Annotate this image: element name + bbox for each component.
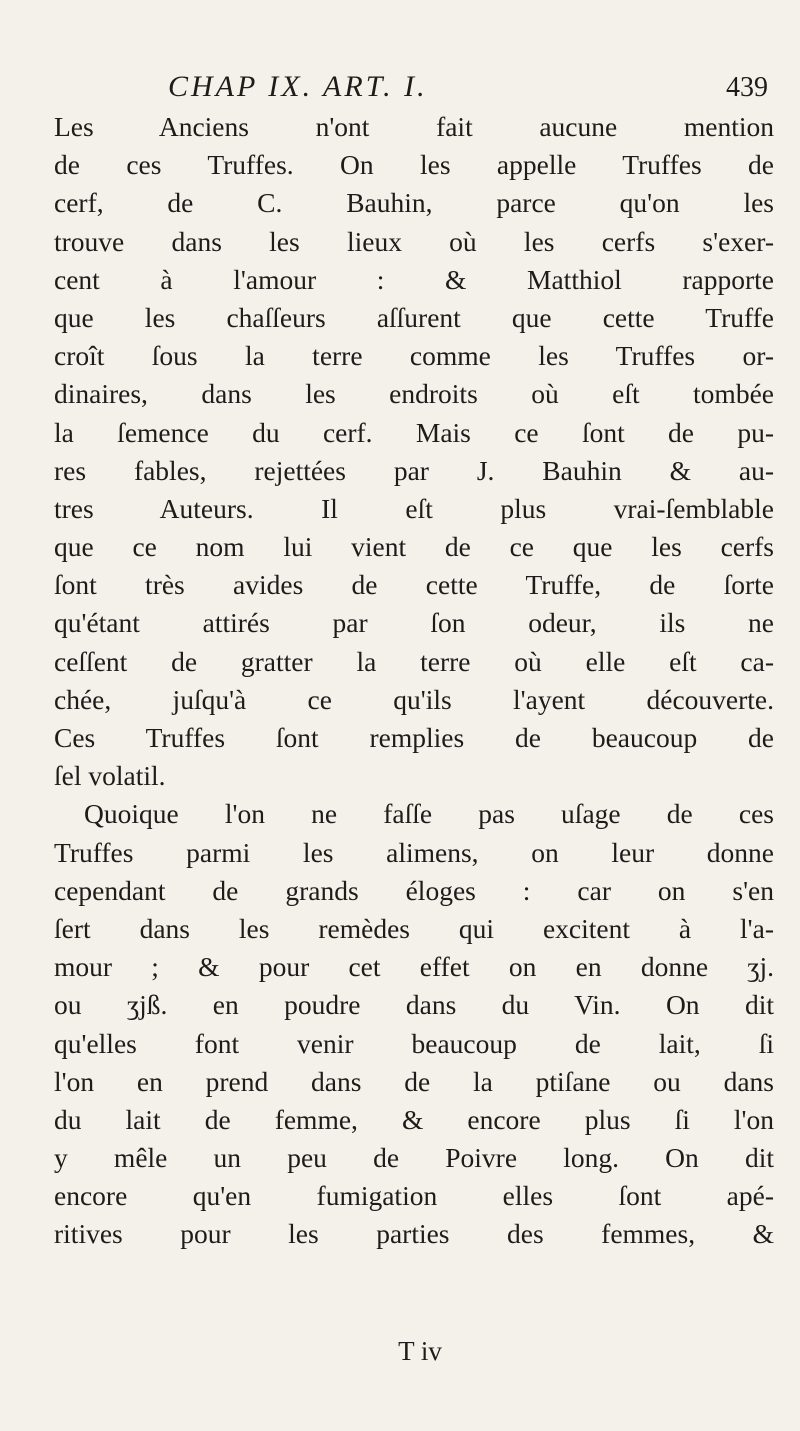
text-line: ritives pour les parties des femmes, & (54, 1218, 774, 1250)
text-line: la ſemence du cerf. Mais ce ſont de pu- (54, 416, 774, 448)
page-header (168, 70, 768, 110)
running-head: CHAP IX. ART. I. (168, 70, 428, 103)
text-line: que les chaſſeurs aſſurent que cette Truffe (54, 301, 774, 333)
text-line: l'on en prend dans de la ptiſane ou dans (54, 1065, 774, 1097)
text-line: de ces Truffes. On les appelle Truffes de (54, 149, 774, 181)
text-line: cent à l'amour : & Matthiol rapporte (54, 263, 774, 295)
text-line: ſert dans les remèdes qui excitent à l'a- (54, 912, 774, 944)
text-line: qu'étant attirés par ſon odeur, ils ne (54, 607, 774, 639)
text-line: Truffes parmi les alimens, on leur donne (54, 836, 774, 868)
text-line: du lait de femme, & encore plus ſi l'on (54, 1103, 774, 1135)
text-line: ceſſent de gratter la terre où elle eſt ca- (54, 645, 774, 677)
text-line: trouve dans les lieux où les cerfs s'exer- (54, 225, 774, 257)
body-text (54, 108, 774, 1254)
text-line: qu'elles font venir beaucoup de lait, ſi (54, 1027, 774, 1059)
signature-mark: T iv (398, 1336, 442, 1366)
text-line: que ce nom lui vient de ce que les cerfs (54, 531, 774, 563)
text-line: encore qu'en fumigation elles ſont apé- (54, 1180, 774, 1212)
text-line: ſont très avides de cette Truffe, de ſorte (54, 569, 774, 601)
text-line: y mêle un peu de Poivre long. On dit (54, 1142, 774, 1174)
text-line: Quoique l'on ne faſſe pas uſage de ces (84, 798, 774, 830)
text-line: ſel volatil. (54, 760, 166, 792)
text-line: chée, juſqu'à ce qu'ils l'ayent découverte. (54, 683, 774, 715)
text-line: cependant de grands éloges : car on s'en (54, 874, 774, 906)
text-line: cerf, de C. Bauhin, parce qu'on les (54, 187, 774, 219)
text-line: tres Auteurs. Il eſt plus vrai-ſemblable (54, 492, 774, 524)
page-number: 439 (726, 72, 768, 103)
text-line: croît ſous la terre comme les Truffes or- (54, 340, 774, 372)
text-line: res fables, rejettées par J. Bauhin & au- (54, 454, 774, 486)
text-line: Les Anciens n'ont fait aucune mention (54, 111, 774, 142)
text-line: dinaires, dans les endroits où eſt tombée (54, 378, 774, 410)
text-line: mour ; & pour cet effet on en donne ʒj. (54, 951, 774, 983)
text-line: Ces Truffes ſont remplies de beaucoup de (54, 722, 774, 753)
text-line: ou ʒjß. en poudre dans du Vin. On dit (54, 989, 774, 1021)
